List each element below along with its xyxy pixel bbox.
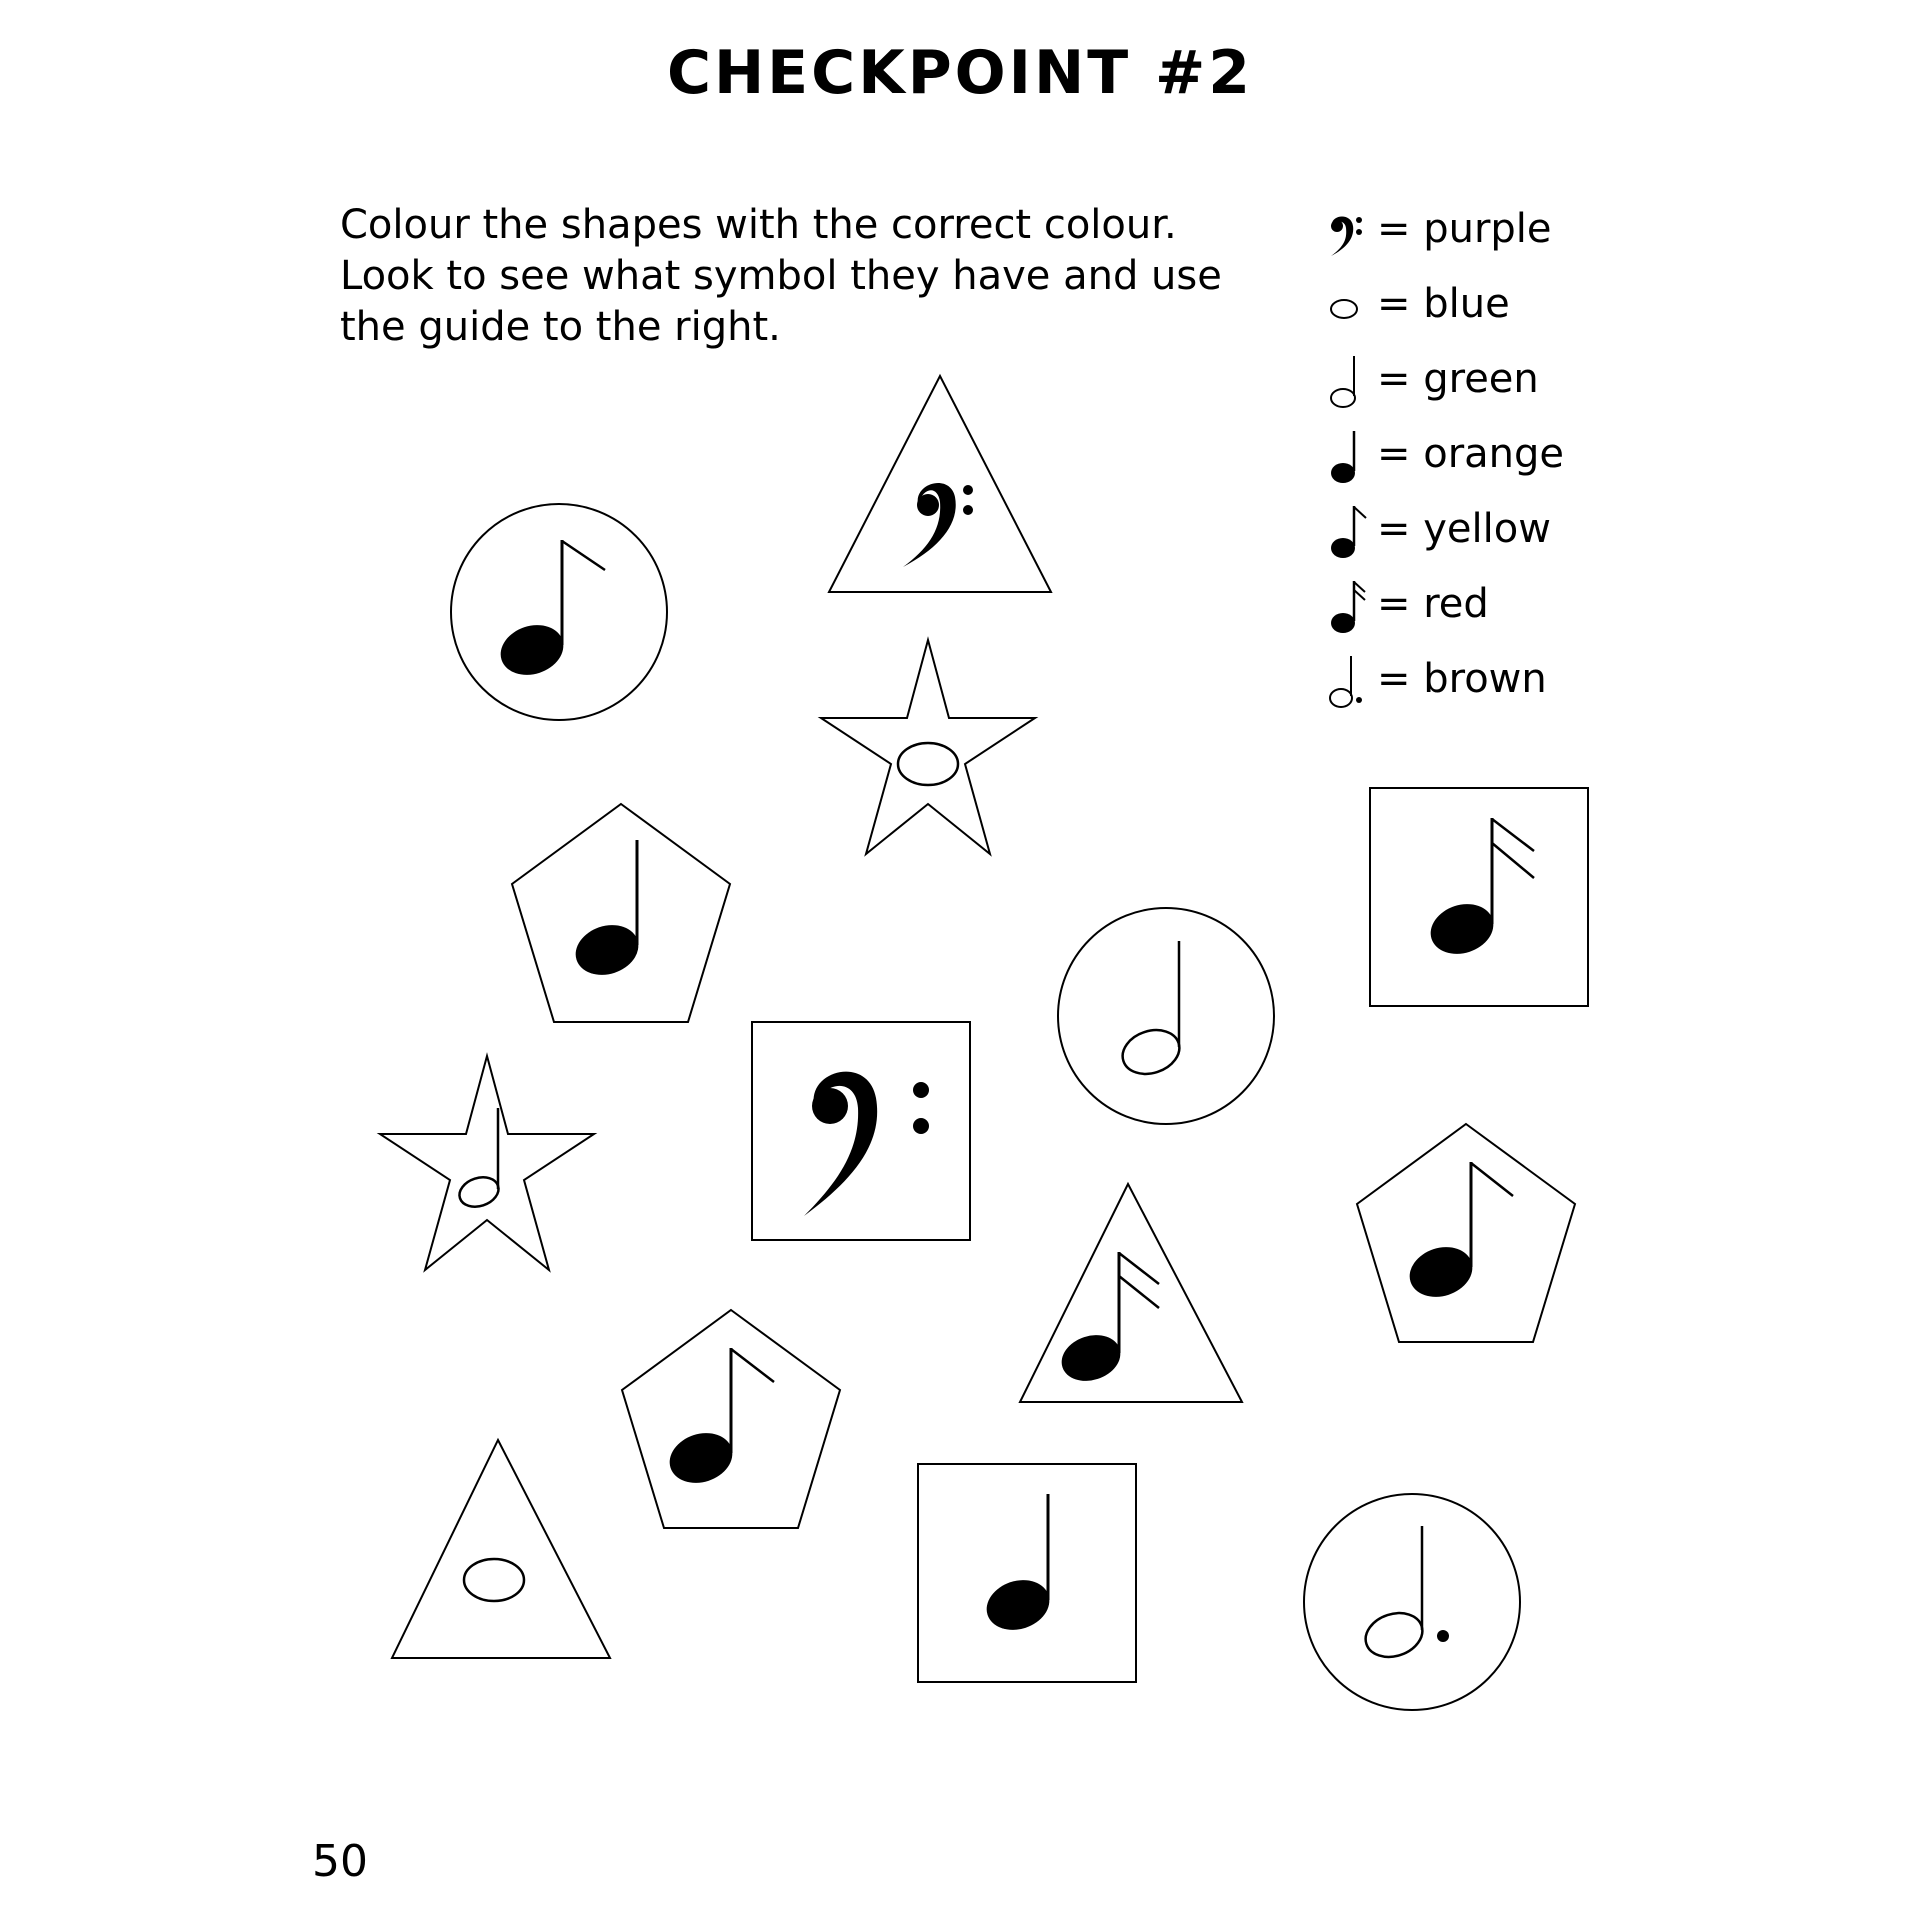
triangle-shape-bass-clef[interactable] — [825, 372, 1055, 596]
instruction-line: Colour the shapes with the correct colour. — [340, 202, 1177, 248]
legend-text: = blue — [1377, 281, 1510, 327]
dotted-half-note-icon — [1325, 648, 1373, 718]
pentagon-outline[interactable] — [1357, 1124, 1575, 1342]
half-note-icon — [1325, 348, 1373, 418]
legend-item-brown — [1325, 648, 1725, 718]
legend-item-yellow — [1325, 498, 1725, 568]
legend-text: = purple — [1377, 206, 1552, 252]
instruction-line: Look to see what symbol they have and use — [340, 253, 1222, 299]
square-outline[interactable] — [918, 1464, 1136, 1682]
circle-shape-dotted-half-note[interactable] — [1300, 1490, 1524, 1714]
page-number: 50 — [312, 1836, 368, 1887]
square-shape-quarter-note[interactable] — [916, 1462, 1138, 1684]
pentagon-shape-quarter-note[interactable] — [508, 800, 734, 1026]
triangle-shape-whole-note[interactable] — [388, 1436, 614, 1662]
eighth-note-icon — [1325, 498, 1373, 568]
instructions — [340, 200, 1280, 353]
pentagon-shape-eighth-note[interactable] — [1353, 1120, 1579, 1346]
triangle-outline[interactable] — [1020, 1184, 1242, 1402]
star-outline[interactable] — [380, 1056, 594, 1270]
pentagon-shape-eighth-note[interactable] — [618, 1306, 844, 1532]
square-shape-sixteenth-note[interactable] — [1368, 786, 1590, 1008]
colour-guide — [1325, 198, 1725, 718]
square-shape-bass-clef[interactable] — [750, 1020, 972, 1242]
triangle-outline[interactable] — [392, 1440, 610, 1658]
legend-text: = green — [1377, 356, 1539, 402]
legend-item-green — [1325, 348, 1725, 418]
star-shape-whole-note[interactable] — [815, 636, 1041, 862]
square-outline[interactable] — [1370, 788, 1588, 1006]
pentagon-outline[interactable] — [512, 804, 730, 1022]
legend-item-orange — [1325, 423, 1725, 493]
star-shape-half-note[interactable] — [374, 1052, 600, 1278]
bass-clef-icon — [1325, 198, 1373, 268]
circle-outline[interactable] — [1058, 908, 1274, 1124]
circle-outline[interactable] — [1304, 1494, 1520, 1710]
legend-text: = brown — [1377, 656, 1547, 702]
quarter-note-icon — [1325, 423, 1373, 493]
legend-item-red — [1325, 573, 1725, 643]
circle-outline[interactable] — [451, 504, 667, 720]
legend-text: = orange — [1377, 431, 1565, 477]
whole-note-icon — [1325, 273, 1373, 343]
circle-shape-eighth-note[interactable] — [447, 500, 671, 724]
sixteenth-note-icon — [1325, 573, 1373, 643]
legend-item-blue — [1325, 273, 1725, 343]
circle-shape-half-note[interactable] — [1054, 904, 1278, 1128]
legend-text: = yellow — [1377, 506, 1551, 552]
star-outline[interactable] — [821, 640, 1035, 854]
instruction-line: the guide to the right. — [340, 304, 781, 350]
triangle-shape-sixteenth-note[interactable] — [1016, 1180, 1246, 1406]
legend-text: = red — [1377, 581, 1489, 627]
page-title: CHECKPOINT #2 — [666, 38, 1254, 108]
legend-item-purple — [1325, 198, 1725, 268]
